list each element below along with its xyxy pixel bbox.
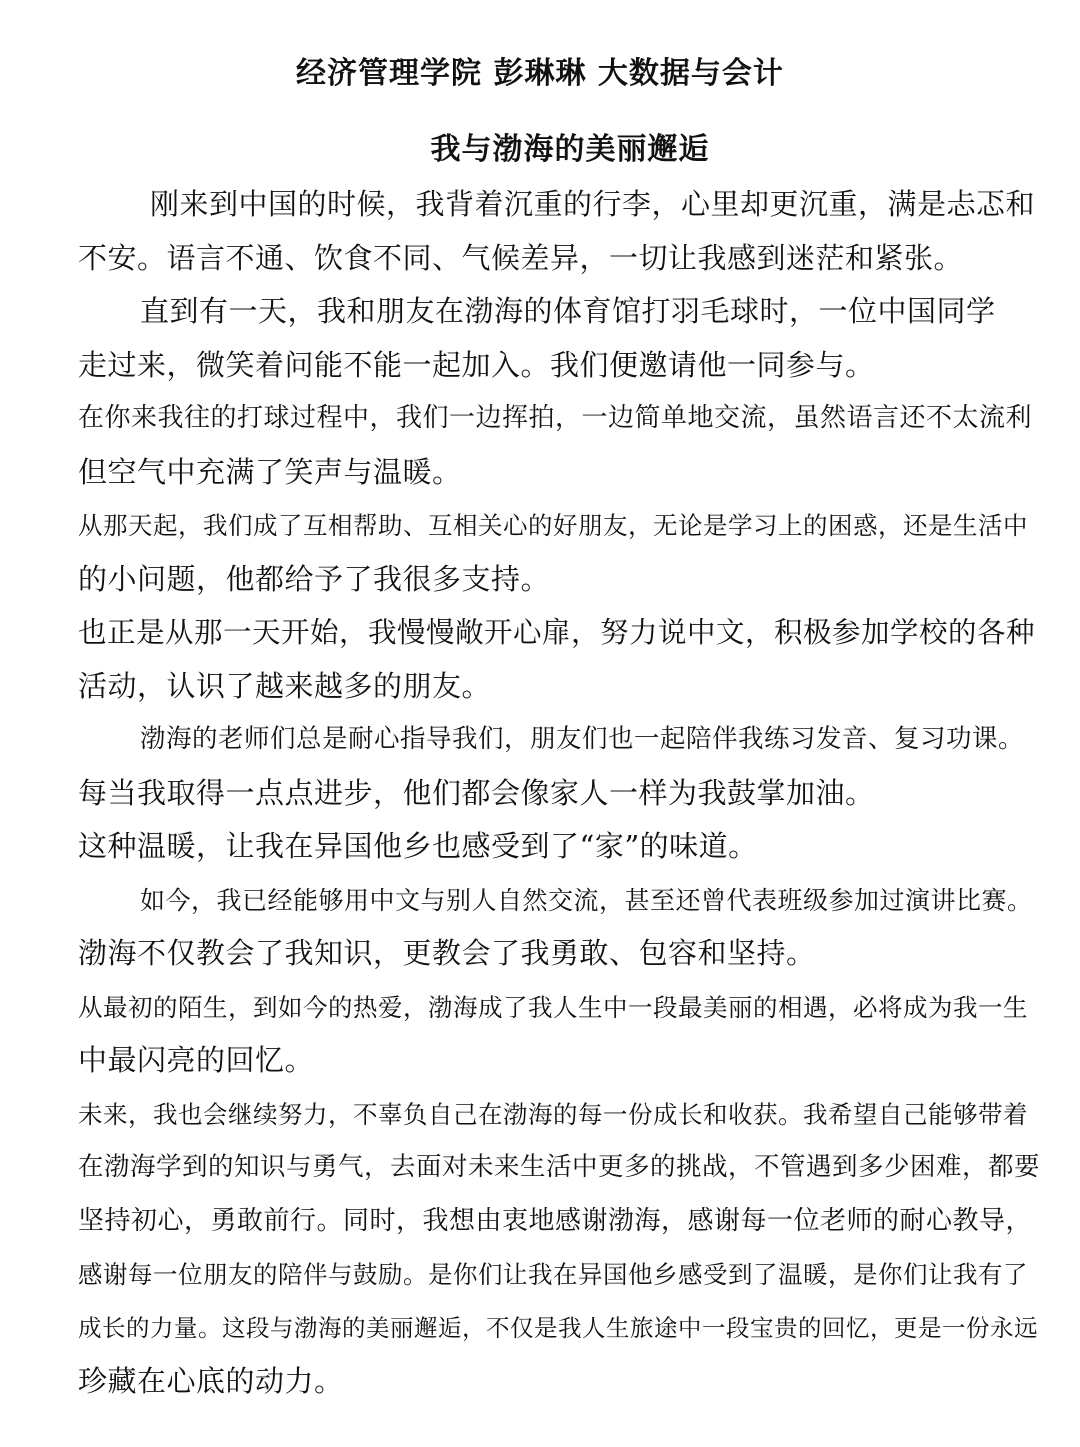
essay-line: 活动，认识了越来越多的朋友。 [78, 668, 492, 703]
author-header: 经济管理学院 彭琳琳 大数据与会计 [296, 56, 784, 91]
essay-line: 每当我取得一点点进步，他们都会像家人一样为我鼓掌加油。 [78, 775, 875, 810]
essay-line: 走过来，微笑着问能不能一起加入。我们便邀请他一同参与。 [78, 347, 875, 382]
essay-line: 未来，我也会继续努力，不辜负自己在渤海的每一份成长和收获。我希望自己能够带着 [78, 1099, 1028, 1129]
essay-line: 在渤海学到的知识与勇气，去面对未来生活中更多的挑战，不管遇到多少困难，都要 [78, 1152, 1041, 1182]
essay-line: 不安。语言不通、饮食不同、气候差异，一切让我感到迷茫和紧张。 [78, 240, 964, 275]
essay-line: 坚持初心，勇敢前行。同时，我想由衷地感谢渤海，感谢每一位老师的耐心教导， [78, 1205, 1033, 1236]
essay-line: 在你来我往的打球过程中，我们一边挥拍，一边简单地交流，虽然语言还不太流利 [78, 403, 1033, 433]
essay-line: 直到有一天，我和朋友在渤海的体育馆打羽毛球时，一位中国同学 [140, 294, 996, 328]
essay-line: 从那天起，我们成了互相帮助、互相关心的好朋友，无论是学习上的困惑，还是生活中 [78, 511, 1028, 540]
essay-line: 刚来到中国的时候，我背着沉重的行李，心里却更沉重，满是忐忑和 [150, 187, 1036, 221]
essay-body [78, 178, 1041, 1409]
essay-line: 也正是从那一天开始，我慢慢敞开心扉，努力说中文，积极参加学校的各种 [78, 616, 1036, 649]
essay-line: 渤海的老师们总是耐心指导我们，朋友们也一起陪伴我练习发音、复习功课。 [140, 724, 1025, 754]
essay-line: 中最闪亮的回忆。 [78, 1043, 315, 1077]
essay-line: 但空气中充满了笑声与温暖。 [78, 454, 462, 489]
essay-line: 这种温暖，让我在异国他乡也感受到了“家”的味道。 [78, 829, 758, 863]
essay-title: 我与渤海的美丽邂逅 [430, 132, 710, 167]
essay-line: 渤海不仅教会了我知识，更教会了我勇敢、包容和坚持。 [78, 936, 816, 970]
essay-line: 从最初的陌生，到如今的热爱，渤海成了我人生中一段最美丽的相遇，必将成为我一生 [78, 992, 1028, 1022]
essay-line: 感谢每一位朋友的陪伴与鼓励。是你们让我在异国他乡感受到了温暖，是你们让我有了 [78, 1260, 1028, 1289]
essay-line: 珍藏在心底的动力。 [78, 1364, 344, 1398]
essay-line: 成长的力量。这段与渤海的美丽邂逅，不仅是我人生旅途中一段宝贵的回忆，更是一份永远 [78, 1313, 1038, 1342]
essay-line: 的小问题，他都给予了我很多支持。 [78, 561, 551, 596]
essay-line: 如今，我已经能够用中文与别人自然交流，甚至还曾代表班级参加过演讲比赛。 [140, 885, 1033, 915]
